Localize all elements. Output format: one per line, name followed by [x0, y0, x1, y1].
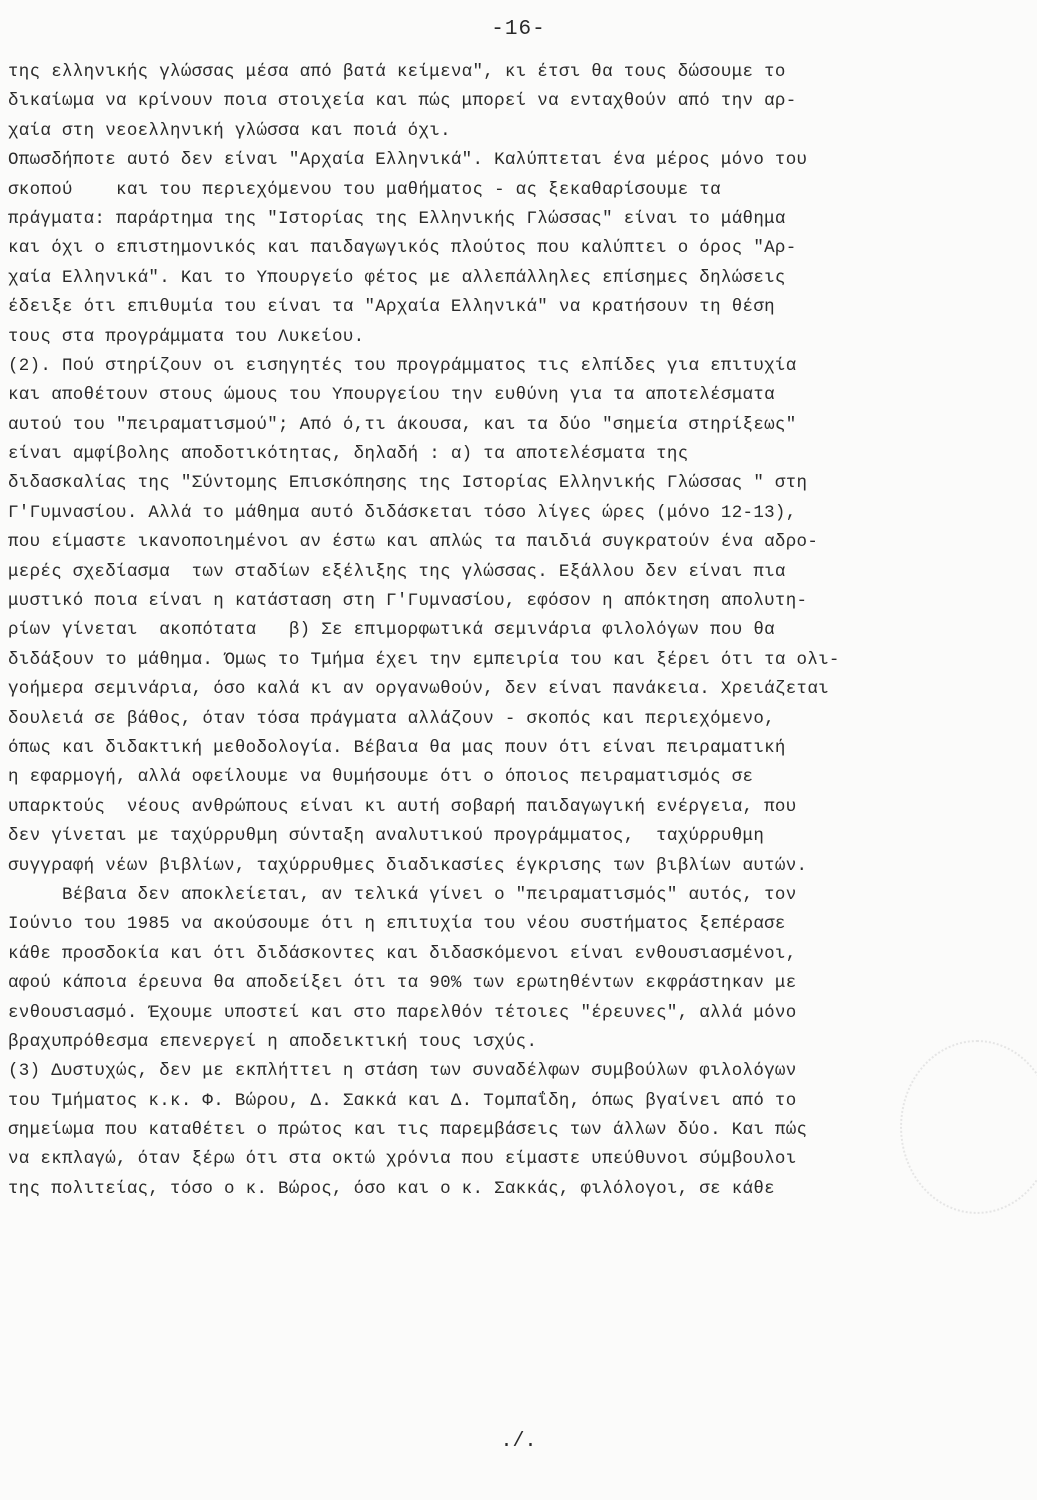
text-line: ρίων γίνεται ακοπότατα β) Σε επιμορφωτικά σεμινάρια φιλολόγων που θα: [8, 620, 775, 641]
text-line: δουλειά σε βάθος, όταν τόσα πράγματα αλλάζουν - σκοπός και περιεχόμενο,: [8, 708, 775, 729]
text-line: να εκπλαγώ, όταν ξέρω ότι στα οκτώ χρόνια που είμαστε υπεύθυνοι σύμβουλοι: [8, 1149, 797, 1170]
text-line: γοήμερα σεμινάρια, όσο καλά κι αν οργανωθούν, δεν είναι πανάκεια. Χρειάζεται: [8, 679, 829, 700]
text-line: έδειξε ότι επιθυμία του είναι τα "Αρχαία Ελληνικά" να κρατήσουν τη θέση: [8, 297, 775, 318]
text-line: βραχυπρόθεσμα επενεργεί η αποδεικτική τους ισχύς.: [8, 1031, 538, 1052]
text-line: και όχι ο επιστημονικός και παιδαγωγικός πλούτος που καλύπτει ο όρος "Αρ-: [8, 238, 797, 259]
text-line: αυτού του "πειραματισμού"; Από ό,τι άκουσα, και τα δύο "σημεία στηρίξεως": [8, 414, 797, 435]
text-line: Ιούνιο του 1985 να ακούσουμε ότι η επιτυχία του νέου συστήματος ξεπέρασε: [8, 914, 786, 935]
body-text: [8, 58, 1028, 1204]
text-line: ενθουσιασμό. Έχουμε υποστεί και στο παρελθόν τέτοιες "έρευνες", αλλά μόνο: [8, 1002, 797, 1023]
text-line: συγγραφή νέων βιβλίων, ταχύρρυθμες διαδικασίες έγκρισης των βιβλίων αυτών.: [8, 855, 808, 876]
text-line: Οπωσδήποτε αυτό δεν είναι "Αρχαία Ελληνικά". Καλύπτεται ένα μέρος μόνο του: [8, 150, 808, 171]
text-line: σημείωμα που καταθέτει ο πρώτος και τις παρεμβάσεις των άλλων δύο. Και πώς: [8, 1120, 808, 1141]
text-line: μυστικό ποια είναι η κατάσταση στη Γ'Γυμνασίου, εφόσον η απόκτηση απολυτη-: [8, 591, 808, 612]
text-line: του Τμήματος κ.κ. Φ. Βώρου, Δ. Σακκά και Δ. Τομπαΐδη, όπως βγαίνει από το: [8, 1090, 797, 1111]
text-line: χαία στη νεοελληνική γλώσσα και ποιά όχι.: [8, 120, 451, 141]
text-line: όπως και διδακτική μεθοδολογία. Βέβαια θα μας πουν ότι είναι πειραματική: [8, 737, 786, 758]
text-line: κάθε προσδοκία και ότι διδάσκοντες και διδασκόμενοι είναι ενθουσιασμένοι,: [8, 943, 797, 964]
text-line: που είμαστε ικανοποιημένοι αν έστω και απλώς τα παιδιά συγκρατούν ένα αδρο-: [8, 532, 819, 553]
text-line: υπαρκτούς νέους ανθρώπους είναι κι αυτή σοβαρή παιδαγωγική ενέργεια, που: [8, 796, 797, 817]
text-line: και αποθέτουν στους ώμους του Υπουργείου την ευθύνη για τα αποτελέσματα: [8, 385, 775, 406]
continuation-mark: ./.: [500, 1430, 537, 1453]
text-line: διδασκαλίας της "Σύντομης Επισκόπησης της Ιστορίας Ελληνικής Γλώσσας " στη: [8, 473, 808, 494]
text-line: Γ'Γυμνασίου. Αλλά το μάθημα αυτό διδάσκεται τόσο λίγες ώρες (μόνο 12-13),: [8, 502, 797, 523]
text-line: αφού κάποια έρευνα θα αποδείξει ότι τα 90% των ερωτηθέντων εκφράστηκαν με: [8, 973, 797, 994]
text-line: διδάξουν το μάθημα. Όμως το Τμήμα έχει την εμπειρία του και ξέρει ότι τα ολι-: [8, 649, 840, 670]
page-number: -16-: [491, 18, 546, 41]
text-line: της ελληνικής γλώσσας μέσα από βατά κείμενα", κι έτσι θα τους δώσουμε το: [8, 62, 786, 82]
text-line: δικαίωμα να κρίνουν ποια στοιχεία και πώς μπορεί να ενταχθούν από την αρ-: [8, 91, 797, 112]
text-line: (2). Πού στηρίζουν οι εισηγητές του προγράμματος τις ελπίδες για επιτυχία: [8, 355, 797, 376]
text-line: είναι αμφίβολης αποδοτικότητας, δηλαδή : α) τα αποτελέσματα της: [8, 444, 689, 465]
text-line: δεν γίνεται με ταχύρρυθμη σύνταξη αναλυτικού προγράμματος, ταχύρρυθμη: [8, 826, 765, 847]
text-line: Βέβαια δεν αποκλείεται, αν τελικά γίνει ο "πειραματισμός" αυτός, τον: [8, 884, 797, 905]
text-line: πράγματα: παράρτημα της "Ιστορίας της Ελληνικής Γλώσσας" είναι το μάθημα: [8, 208, 786, 229]
text-line: σκοπού και του περιεχόμενου του μαθήματος - ας ξεκαθαρίσουμε τα: [8, 179, 721, 200]
text-line: μερές σχεδίασμα των σταδίων εξέλιξης της γλώσσας. Εξάλλου δεν είναι πια: [8, 561, 786, 582]
text-line: της πολιτείας, τόσο ο κ. Βώρος, όσο και ο κ. Σακκάς, φιλόλογοι, σε κάθε: [8, 1178, 775, 1199]
text-line: η εφαρμογή, αλλά οφείλουμε να θυμήσουμε ότι ο όποιος πειραματισμός σε: [8, 767, 754, 788]
text-line: (3) Δυστυχώς, δεν με εκπλήττει η στάση των συναδέλφων συμβούλων φιλολόγων: [8, 1061, 797, 1082]
text-line: τους στα προγράμματα του Λυκείου.: [8, 326, 365, 347]
text-line: χαία Ελληνικά". Και το Υπουργείο φέτος με αλλεπάλληλες επίσημες δηλώσεις: [8, 267, 786, 288]
